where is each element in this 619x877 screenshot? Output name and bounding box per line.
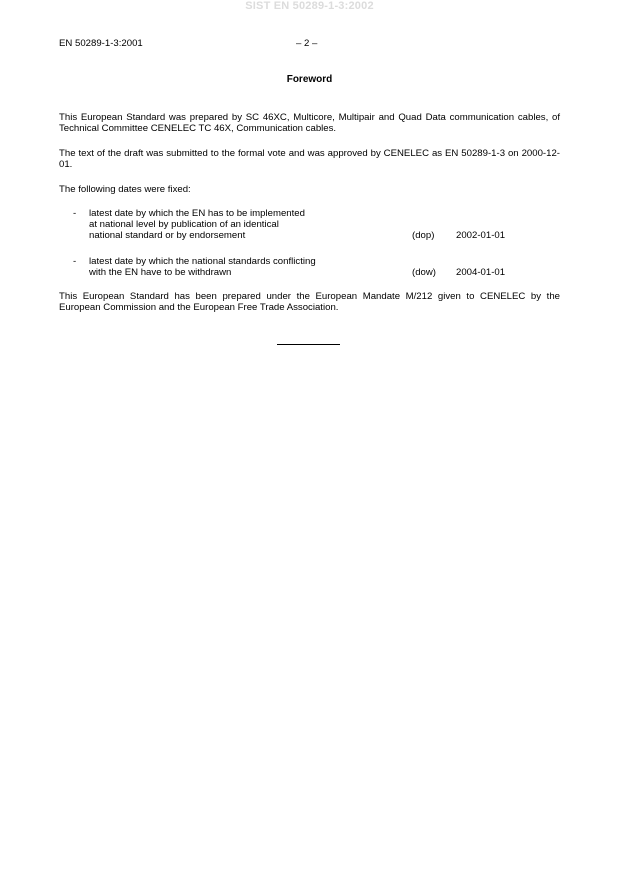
date-item-description: [89, 256, 409, 278]
document-id: EN 50289-1-3:2001: [59, 38, 143, 49]
foreword-paragraph-2: The text of the draft was submitted to the formal vote and was approved by CENELEC as EN 50289-1-3 on 2000-12-01.: [59, 148, 560, 170]
foreword-title: Foreword: [286, 74, 333, 85]
date-abbreviation: (dow): [412, 267, 436, 278]
date-item-line: at national level by publication of an identical: [89, 219, 279, 230]
date-abbreviation: (dop): [412, 230, 435, 241]
date-item-line: latest date by which the EN has to be implemented: [89, 208, 305, 219]
date-item-line: with the EN have to be withdrawn: [89, 267, 232, 278]
date-value: 2002-01-01: [456, 230, 506, 241]
end-rule-divider: [277, 344, 340, 345]
foreword-paragraph-1: This European Standard was prepared by SC 46XC, Multicore, Multipair and Quad Data communication cables, of Technical Committee CENELEC TC 46X, Communication cables.: [59, 112, 560, 134]
foreword-paragraph-4: This European Standard has been prepared under the European Mandate M/212 given to CENELEC by the European Commission and the European Free Trade Association.: [59, 291, 560, 313]
page-number: – 2 –: [296, 38, 318, 49]
list-dash: -: [73, 256, 77, 267]
date-item-line: national standard or by endorsement: [89, 230, 246, 241]
date-value: 2004-01-01: [456, 267, 506, 278]
foreword-paragraph-3: The following dates were fixed:: [59, 184, 191, 195]
date-item-description: [89, 208, 409, 241]
list-dash: -: [73, 208, 77, 219]
date-item-line: latest date by which the national standards conflicting: [89, 256, 316, 267]
watermark: SIST EN 50289-1-3:2002: [245, 0, 374, 12]
